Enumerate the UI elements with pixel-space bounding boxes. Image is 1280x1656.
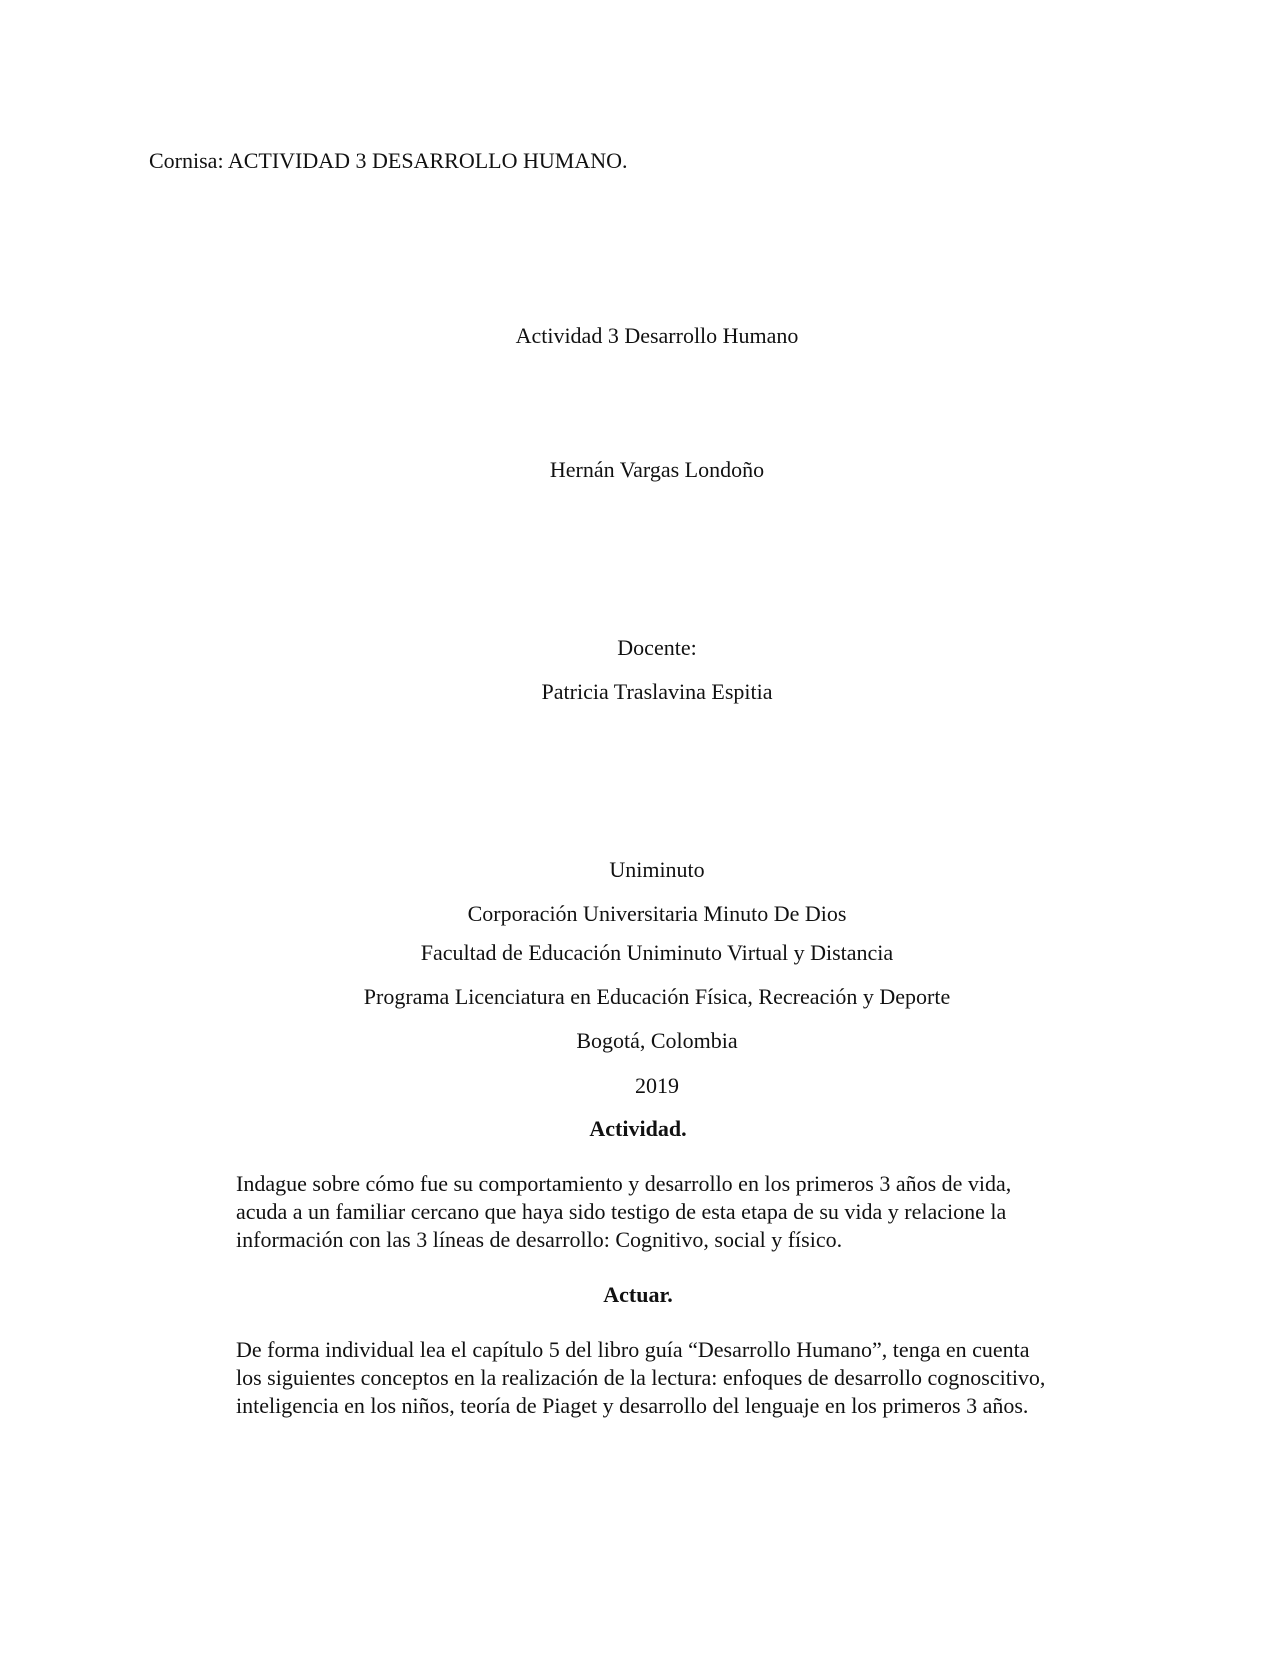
institution-short: Uniminuto xyxy=(609,857,705,882)
document-title: Actividad 3 Desarrollo Humano xyxy=(515,323,799,348)
section-heading-actividad: Actividad. xyxy=(589,1116,687,1141)
section-body-actividad: Indague sobre cómo fue su comportamiento y desarrollo en los primeros 3 años de vida, acuda a un familiar cercano que haya sido testigo de esta etapa de su vida y relacione la información con las 3 líneas de desarrollo: Cognitivo, social y físico. xyxy=(236,1171,1012,1252)
teacher-name: Patricia Traslavina Espitia xyxy=(541,679,773,704)
author-name: Hernán Vargas Londoño xyxy=(549,457,765,482)
section-body-actuar: De forma individual lea el capítulo 5 del libro guía “Desarrollo Humano”, tenga en cuenta los siguientes conceptos en la realización de la lectura: enfoques de desarrollo cognoscitivo, inteligencia en los niños, teoría de Piaget y desarrollo del lenguaje en los primeros 3 años. xyxy=(236,1337,1046,1418)
teacher-label: Docente: xyxy=(617,635,697,660)
institution-full: Corporación Universitaria Minuto De Dios xyxy=(467,901,847,926)
faculty-name: Facultad de Educación Uniminuto Virtual y Distancia xyxy=(420,940,894,965)
program-name: Programa Licenciatura en Educación Física, Recreación y Deporte xyxy=(363,984,951,1009)
running-header: Cornisa: ACTIVIDAD 3 DESARROLLO HUMANO. xyxy=(149,148,628,173)
location: Bogotá, Colombia xyxy=(576,1028,738,1053)
section-heading-actuar: Actuar. xyxy=(603,1282,673,1307)
year: 2019 xyxy=(635,1073,679,1098)
